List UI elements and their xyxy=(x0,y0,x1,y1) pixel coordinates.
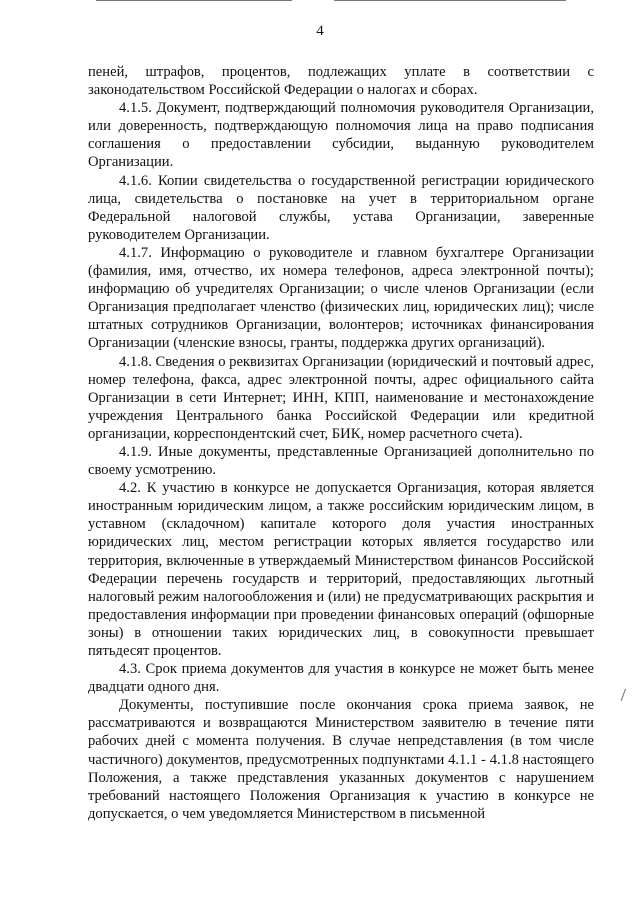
paragraph-4-1-9: 4.1.9. Иные документы, представленные Организацией дополнительно по своему усмотрению. xyxy=(88,443,594,479)
paragraph-4-3: 4.3. Срок приема документов для участия в конкурсе не может быть менее двадцати одного дня. xyxy=(88,661,594,696)
top-rule-right xyxy=(334,0,566,1)
paragraph-4-2: 4.2. К участию в конкурсе не допускается Организация, которая является иностранным юридическим лицом, а также российским юридическим лицом, в уставном (складочном) капитале которого доля участия иностранных юридических лиц, местом регистрации которых является государство или территория, включенные в утверждаемый Министерством финансов Российской Федерации перечень государств и территорий, предоставляющих льготный налоговый режим налогообложения и (или) не предусматривающих раскрытия и предоставления информации при проведении финансовых операций (офшорные зоны) в отношении таких юридических лиц, в совокупности превышает пятьдесят процентов. xyxy=(88,480,594,659)
paragraph-documents: Документы, поступившие после окончания срока приема заявок, не рассматриваются и возвращаются Министерством заявителю в течение пяти рабочих дней с момента получения. В случае непредставления (в том числе частичного) документов, предусмотренных подпунктами 4.1.1 - 4.1.8 настоящего Положения, а также представления указанных документов с нарушением требований настоящего Положения Организация к участию в конкурсе не допускается, о чем уведомляется Министерством в письменной xyxy=(88,697,594,822)
paragraph-4-1-7: 4.1.7. Информацию о руководителе и главном бухгалтере Организации (фамилия, имя, отчество, их номера телефонов, адреса электронной почты); информацию об учредителях Организации; о числе членов Организации (если Организация предполагает членство (физических лиц, юридических лиц); числе штатных сотрудников Организации, волонтеров; источниках финансирования Организации (членские взносы, гранты, поддержка других организаций). xyxy=(88,244,594,352)
paragraph-4-1-8: 4.1.8. Сведения о реквизитах Организации (юридический и почтовый адрес, номер телефона, факса, адрес электронной почты, адрес официального сайта Организации в сети Интернет; ИНН, КПП, наименование и местонахождение учреждения Центрального банка Российской Федерации или кредитной организации, корреспондентский счет, БИК, номер расчетного счета). xyxy=(88,353,594,442)
paragraph-continuation: пеней, штрафов, процентов, подлежащих уплате в соответствии с законодательством Российской Федерации о налогах и сборах. xyxy=(88,64,594,99)
margin-pen-mark xyxy=(619,688,627,702)
paragraph-4-1-5: 4.1.5. Документ, подтверждающий полномочия руководителя Организации, или доверенность, подтверждающую полномочия лица на право подписания соглашения о предоставлении субсидии, выданную руководителем Организации. xyxy=(88,100,594,171)
paragraph-4-1-6: 4.1.6. Копии свидетельства о государственной регистрации юридического лица, свидетельства о постановке на учет в территориальном органе Федеральной налоговой службы, устава Организации, заверенные руководителем Организации. xyxy=(88,172,594,243)
document-body xyxy=(88,63,594,823)
top-rule-left xyxy=(96,0,292,1)
page-number: 4 xyxy=(316,23,324,39)
